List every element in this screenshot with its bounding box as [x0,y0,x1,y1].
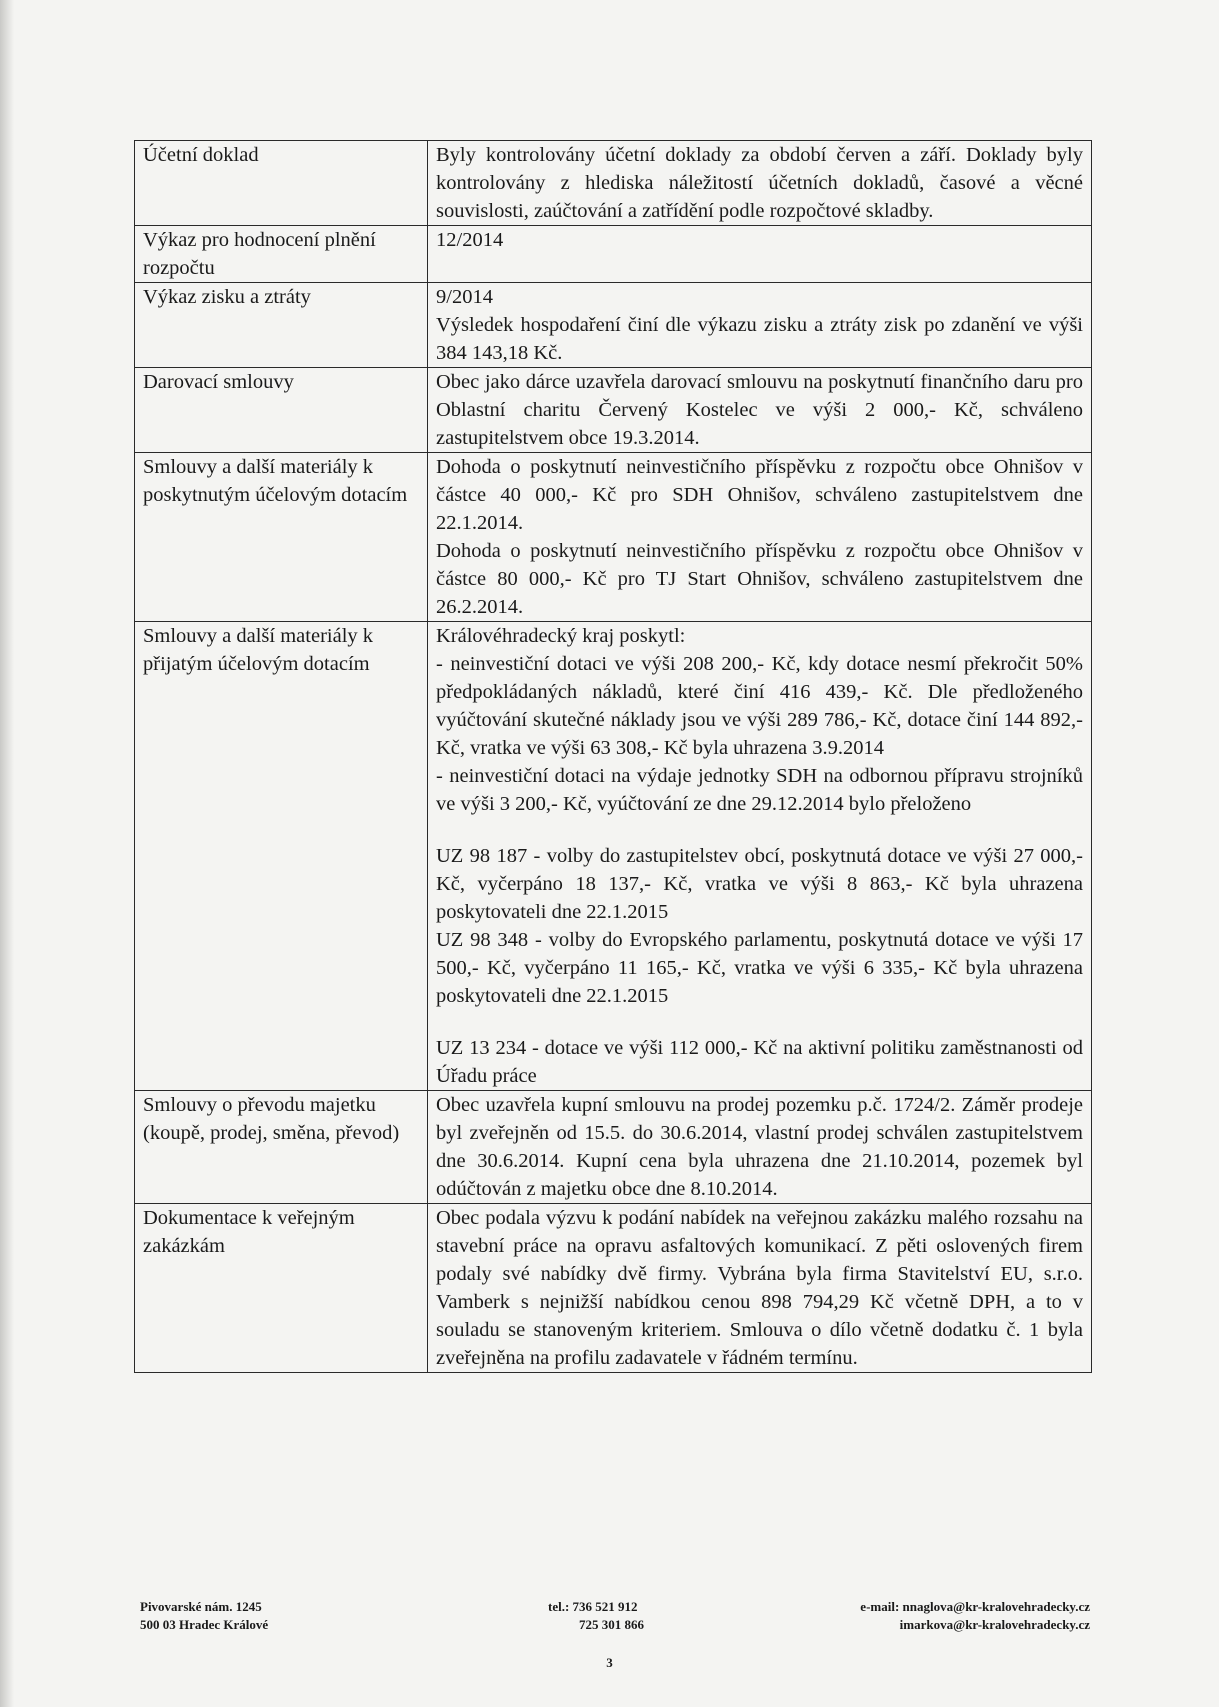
content-paragraph: - neinvestiční dotaci na výdaje jednotky SDH na odbornou přípravu strojníků ve výši 3 200,- Kč, vyúčtování ze dne 29.12.2014 bylo přeloženo [436,765,1083,815]
content-paragraph: Královéhradecký kraj poskytl: [436,625,686,647]
table-row [135,226,1092,283]
row-label: Smlouvy a další materiály k přijatým účelovým dotacím [135,622,428,1091]
footer-phone [548,1598,644,1634]
page-number: 3 [606,1655,613,1670]
row-label: Smlouvy o převodu majetku (koupě, prodej, směna, převod) [135,1091,428,1204]
content-paragraph: 9/2014 [436,286,493,308]
content-paragraph: Dohoda o poskytnutí neinvestičního příspěvku z rozpočtu obce Ohnišov v částce 80 000,- Kč pro TJ Start Ohnišov, schváleno zastupitelstvem dne 26.2.2014. [436,540,1083,618]
paragraph-spacer [436,1010,1083,1034]
table-row [135,368,1092,453]
content-paragraph: UZ 98 187 - volby do zastupitelstev obcí, poskytnutá dotace ve výši 27 000,- Kč, vyčerpáno 18 137,- Kč, vratka ve výši 8 863,- Kč byla uhrazena poskytovateli dne 22.1.2015 [436,845,1083,923]
row-content [428,368,1092,453]
address-line: 500 03 Hradec Králové [140,1617,269,1632]
row-content [428,226,1092,283]
table-row [135,283,1092,368]
phone-line: 725 301 866 [579,1617,644,1632]
footer-email [860,1598,1090,1634]
footer-address [140,1598,268,1634]
email-line: imarkova@kr-kralovehradecky.cz [899,1617,1090,1632]
table-row [135,622,1092,1091]
email-line: e-mail: nnaglova@kr-kralovehradecky.cz [860,1599,1090,1614]
content-paragraph: Obec podala výzvu k podání nabídek na veřejnou zakázku malého rozsahu na stavební práce na opravu asfaltových komunikací. Z pěti oslovených firem podaly své nabídky dvě firmy. Vybrána byla firma Stavitelství EU, s.r.o. Vamberk s nejnižší nabídkou cenou 898 794,29 Kč včetně DPH, a to v souladu se stanoveným kriteriem. Smlouva o dílo včetně dodatku č. 1 byla zveřejněna na profilu zadavatele v řádném termínu. [436,1207,1083,1369]
row-label: Smlouvy a další materiály k poskytnutým účelovým dotacím [135,453,428,622]
table-row [135,141,1092,226]
content-paragraph: UZ 13 234 - dotace ve výši 112 000,- Kč na aktivní politiku zaměstnanosti od Úřadu práce [436,1037,1083,1087]
phone-line: tel.: 736 521 912 [548,1599,638,1614]
row-label: Výkaz zisku a ztráty [135,283,428,368]
content-paragraph: UZ 98 348 - volby do Evropského parlamentu, poskytnutá dotace ve výši 17 500,- Kč, vyčerpáno 11 165,- Kč, vratka ve výši 6 335,- Kč byla uhrazena poskytovateli dne 22.1.2015 [436,929,1083,1007]
row-label: Darovací smlouvy [135,368,428,453]
row-content [428,1091,1092,1204]
content-paragraph: Obec uzavřela kupní smlouvu na prodej pozemku p.č. 1724/2. Záměr prodeje byl zveřejněn od 15.5. do 30.6.2014, vlastní prodej schválen zastupitelstvem dne 30.6.2014. Kupní cena byla uhrazena dne 21.10.2014, pozemek byl odúčtován z majetku obce dne 8.10.2014. [436,1094,1083,1200]
content-paragraph: Dohoda o poskytnutí neinvestičního příspěvku z rozpočtu obce Ohnišov v částce 40 000,- Kč pro SDH Ohnišov, schváleno zastupitelstvem dne 22.1.2014. [436,456,1083,534]
content-paragraph: Byly kontrolovány účetní doklady za období červen a září. Doklady byly kontrolovány z hlediska náležitostí účetních dokladů, časové a věcné souvislosti, zaúčtování a zatřídění podle rozpočtové skladby. [436,144,1083,222]
content-paragraph: Obec jako dárce uzavřela darovací smlouvu na poskytnutí finančního daru pro Oblastní charitu Červený Kostelec ve výši 2 000,- Kč, schváleno zastupitelstvem obce 19.3.2014. [436,371,1083,449]
page-footer [140,1598,1090,1638]
row-content [428,141,1092,226]
row-label: Účetní doklad [135,141,428,226]
row-content [428,283,1092,368]
content-paragraph: 12/2014 [436,229,504,251]
scan-edge-shadow [0,0,14,1707]
row-content [428,622,1092,1091]
table-row [135,1091,1092,1204]
row-label: Dokumentace k veřejným zakázkám [135,1204,428,1373]
row-label: Výkaz pro hodnocení plnění rozpočtu [135,226,428,283]
content-paragraph: - neinvestiční dotaci ve výši 208 200,- Kč, kdy dotace nesmí překročit 50% předpokládaných nákladů, které činí 416 439,- Kč. Dle předloženého vyúčtování skutečné náklady jsou ve výši 289 786,- Kč, dotace činí 144 892,- Kč, vratka ve výši 63 308,- Kč byla uhrazena 3.9.2014 [436,653,1083,759]
address-line: Pivovarské nám. 1245 [140,1599,262,1614]
row-content [428,453,1092,622]
table-row [135,1204,1092,1373]
row-content [428,1204,1092,1373]
table-row [135,453,1092,622]
paragraph-spacer [436,818,1083,842]
content-paragraph: Výsledek hospodaření činí dle výkazu zisku a ztráty zisk po zdanění ve výši 384 143,18 Kč. [436,314,1083,364]
audit-findings-table [134,140,1092,1373]
